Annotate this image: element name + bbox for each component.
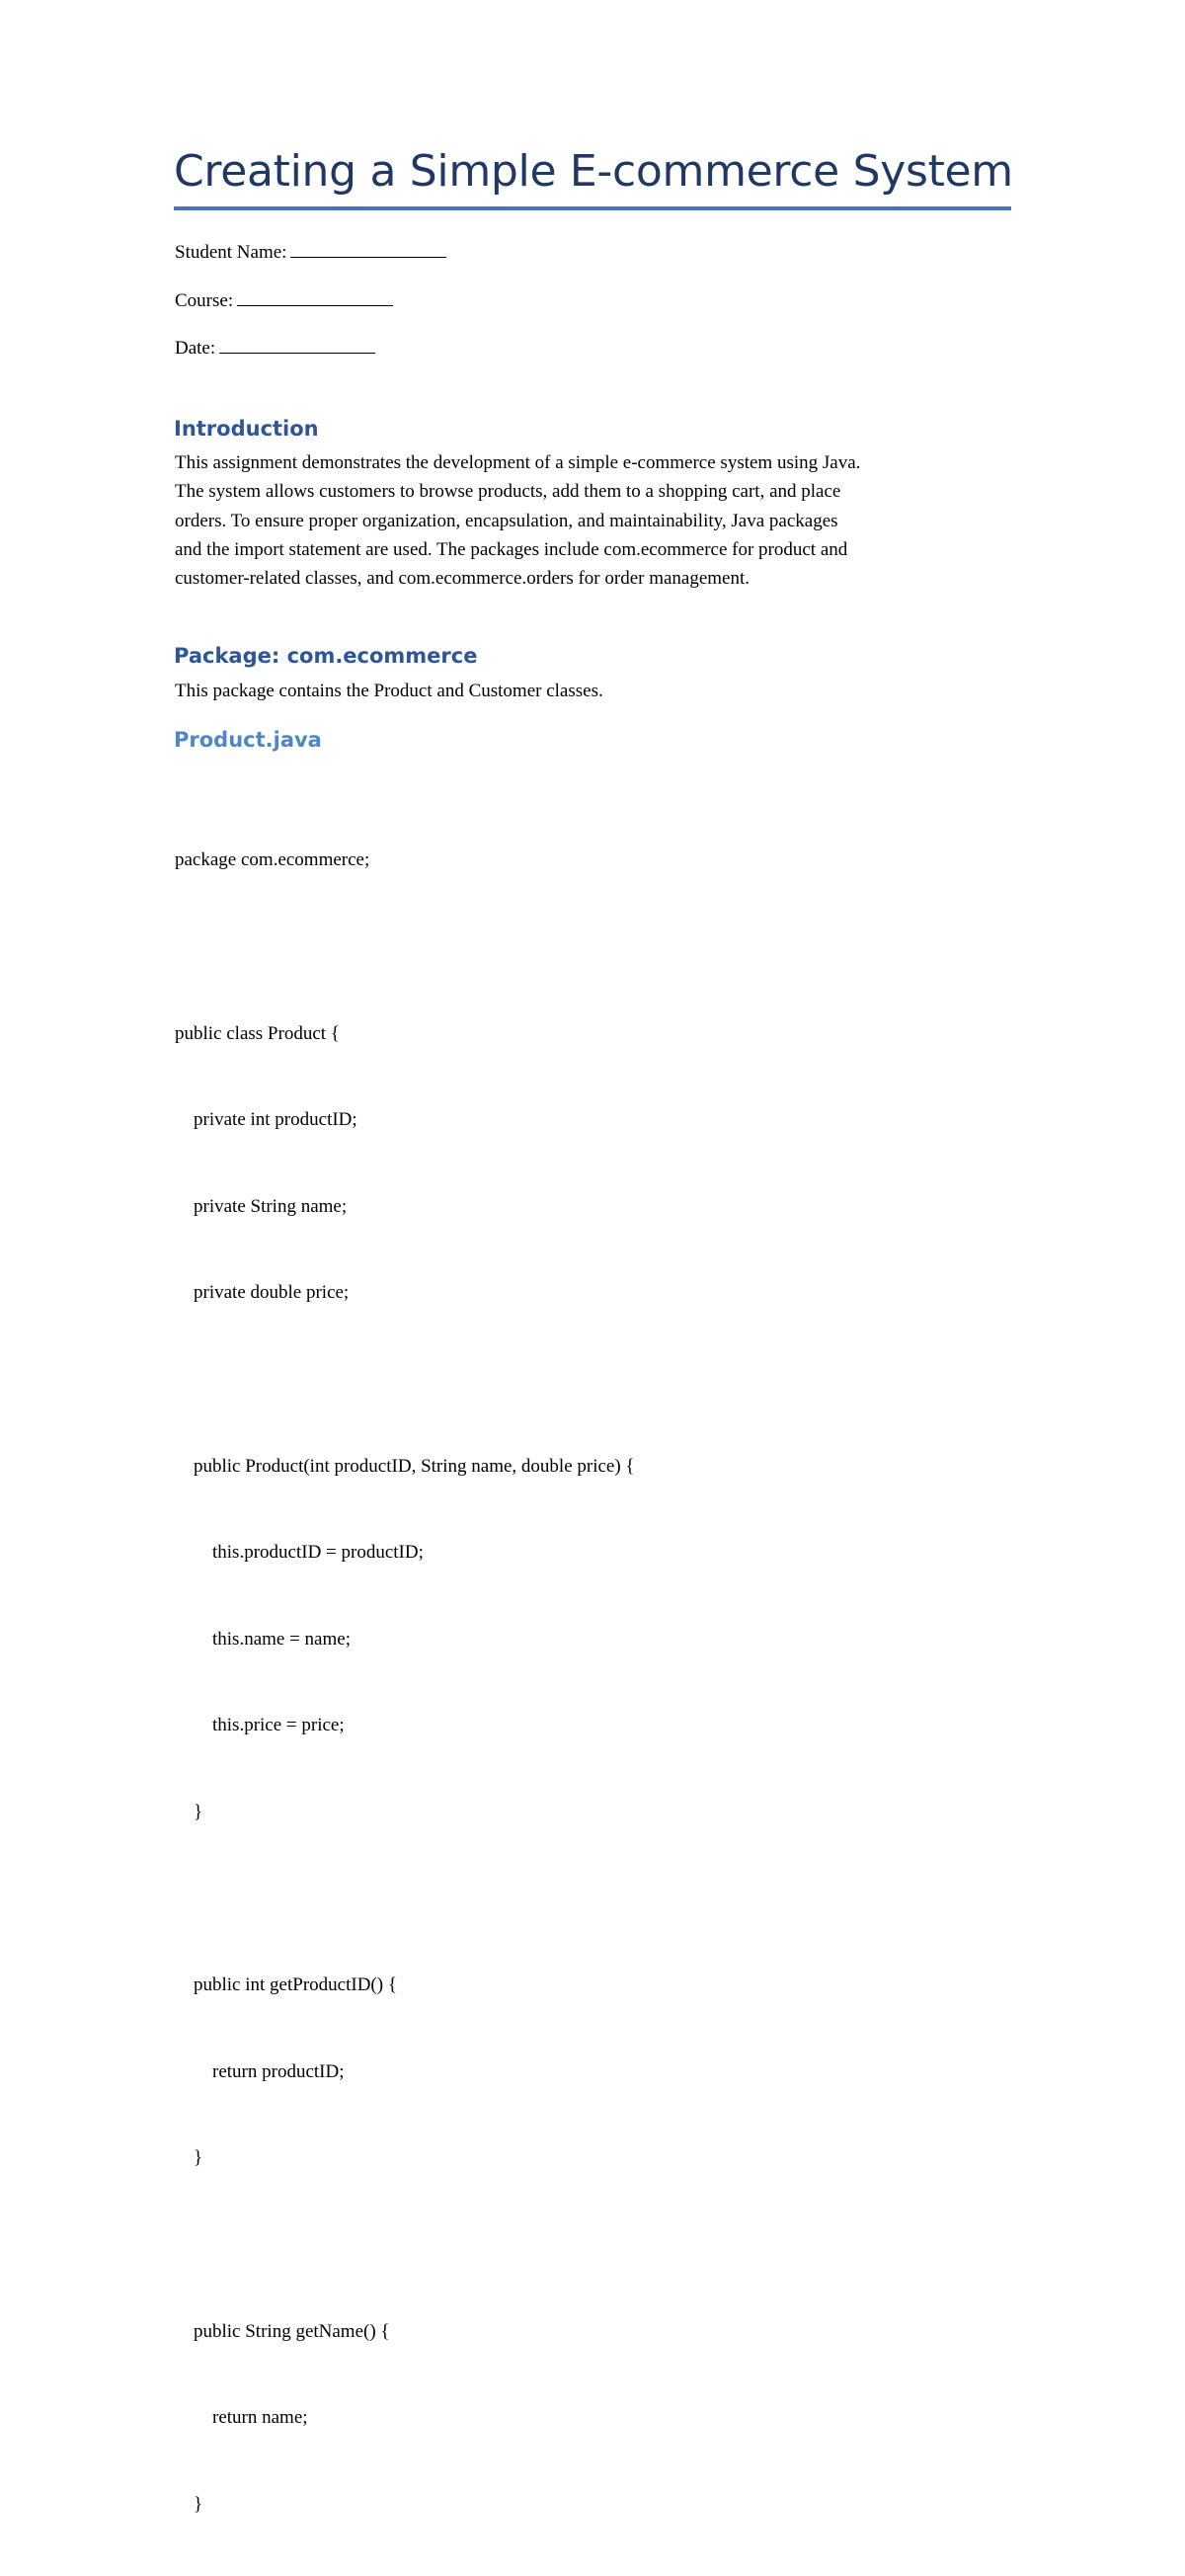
code-line: public int getProductID() {: [175, 1974, 397, 1996]
package-description: This package contains the Product and Customer classes.: [175, 681, 603, 701]
paragraph-line: This assignment demonstrates the development of a simple e-commerce system using Java.: [175, 452, 861, 473]
course-blank: [237, 289, 393, 306]
paragraph-line: and the import statement are used. The packages include com.ecommerce for product and: [175, 538, 848, 560]
code-block: [175, 788, 1014, 2576]
code-line: return name;: [175, 2407, 308, 2429]
code-line: this.price = price;: [175, 1715, 345, 1736]
date-blank: [219, 337, 375, 354]
course-field: [175, 289, 393, 313]
code-line: return productID;: [175, 2060, 345, 2082]
code-line: package com.ecommerce;: [175, 849, 370, 871]
date-field: [175, 337, 375, 361]
title-underline: [174, 206, 1011, 210]
student-name-blank: [290, 241, 446, 258]
code-line: private double price;: [175, 1282, 350, 1304]
document-title: Creating a Simple E-commerce System: [174, 146, 1013, 197]
package-heading: Package: com.ecommerce: [174, 644, 478, 668]
code-line: }: [175, 2147, 203, 2169]
student-name-field: [175, 241, 446, 265]
paragraph-line: customer-related classes, and com.ecommerce.orders for order management.: [175, 568, 750, 590]
introduction-paragraph: [175, 448, 1024, 593]
product-java-heading: Product.java: [174, 728, 322, 752]
student-name-label: Student Name:: [175, 242, 287, 263]
code-line: public class Product {: [175, 1022, 340, 1044]
code-line: }: [175, 1801, 203, 1822]
date-label: Date:: [175, 338, 216, 359]
paragraph-line: The system allows customers to browse products, add them to a shopping cart, and place: [175, 481, 841, 503]
code-line: [175, 932, 1014, 961]
code-line: this.productID = productID;: [175, 1542, 424, 1564]
course-label: Course:: [175, 290, 234, 311]
code-line: private String name;: [175, 1195, 348, 1217]
code-line: [175, 2230, 1014, 2259]
paragraph-line: orders. To ensure proper organization, encapsulation, and maintainability, Java packages: [175, 510, 838, 531]
code-line: [175, 1365, 1014, 1394]
code-line: this.name = name;: [175, 1628, 351, 1650]
code-line: public Product(int productID, String name, double price) {: [175, 1455, 635, 1477]
code-line: private int productID;: [175, 1109, 357, 1131]
code-line: }: [175, 2493, 203, 2515]
code-line: [175, 1885, 1014, 1913]
introduction-heading: Introduction: [174, 417, 319, 441]
code-line: public String getName() {: [175, 2320, 390, 2342]
